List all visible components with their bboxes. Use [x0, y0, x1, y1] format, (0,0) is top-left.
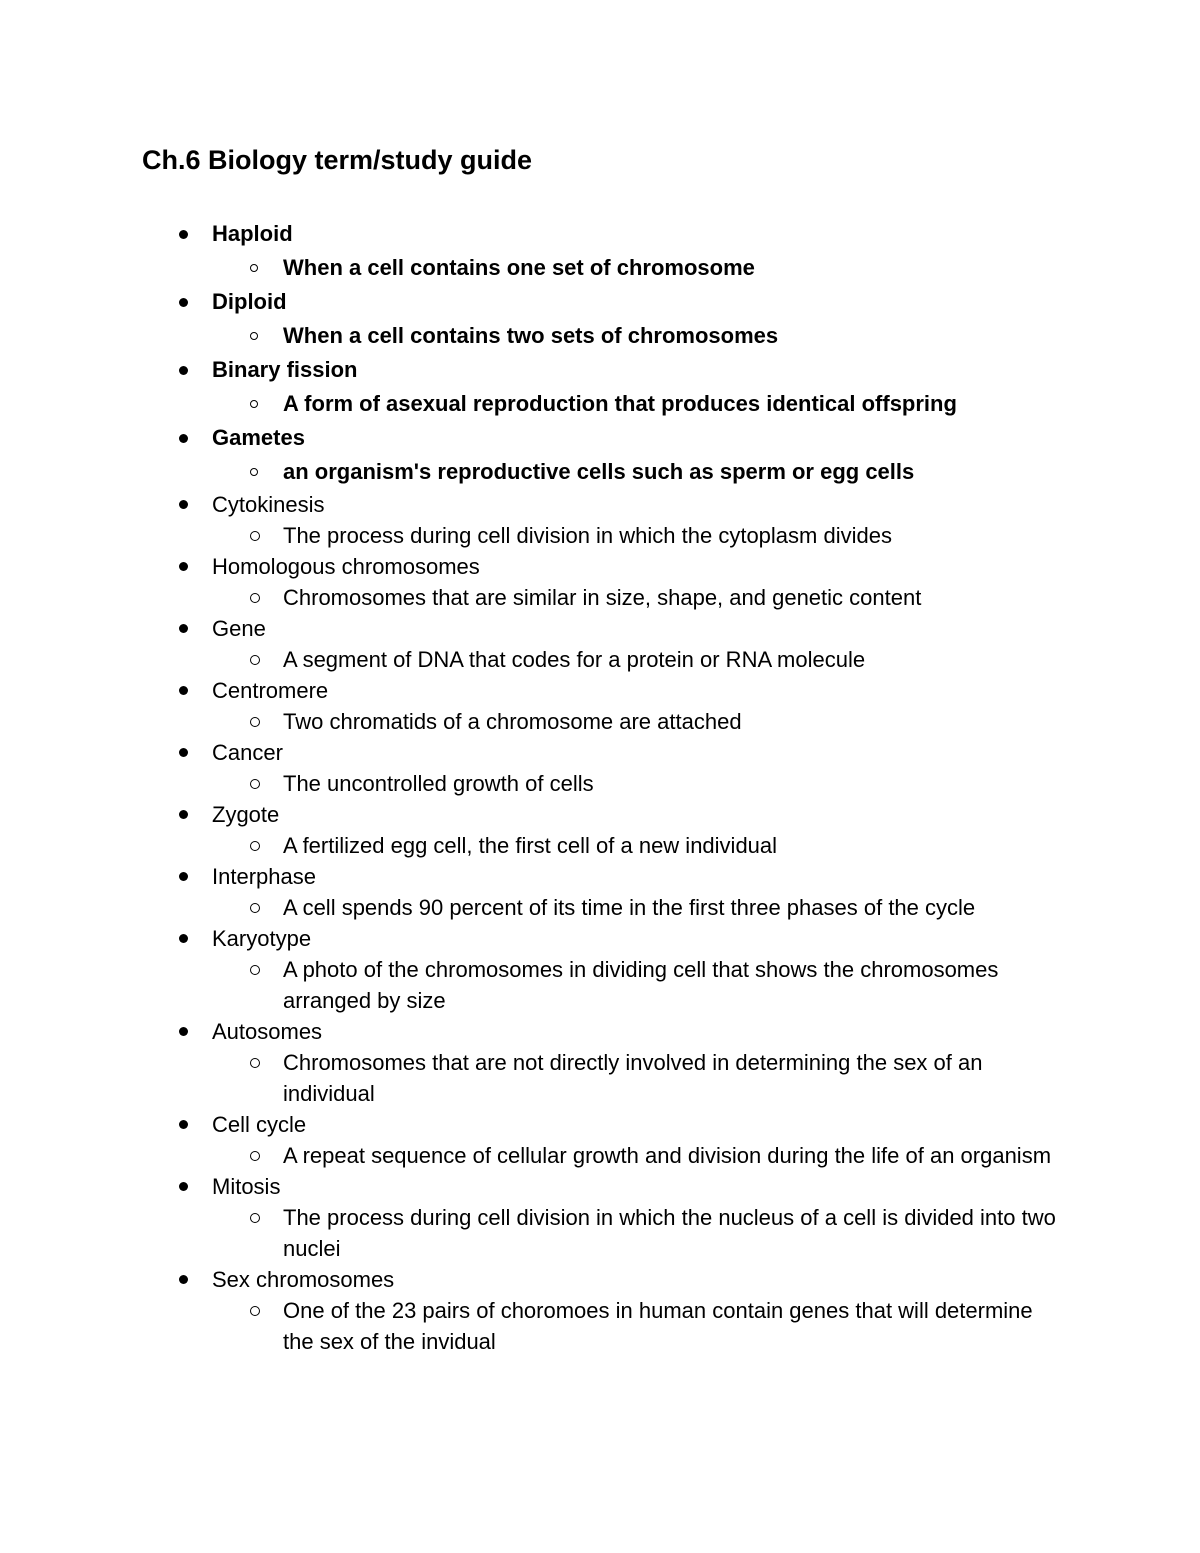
bullet-disc-icon [179, 562, 188, 571]
bullet-disc-icon [179, 748, 188, 757]
bullet-disc-icon [179, 1275, 188, 1284]
term-definition [0, 644, 1200, 675]
term-definition [0, 251, 1200, 285]
term-definition [0, 582, 1200, 613]
bullet-disc-icon [179, 1027, 188, 1036]
bullet-circle-icon [250, 1058, 260, 1068]
term-item [0, 353, 1200, 421]
definition-text: Chromosomes that are similar in size, shape, and genetic content [283, 585, 922, 610]
term-label: Cell cycle [212, 1112, 307, 1137]
term-line [0, 799, 1200, 830]
term-label: Zygote [212, 802, 280, 827]
bullet-circle-icon [250, 593, 260, 603]
bullet-circle-icon [250, 531, 260, 541]
term-label: Autosomes [212, 1019, 323, 1044]
bullet-circle-icon [250, 400, 258, 408]
definition-text: A segment of DNA that codes for a protein or RNA molecule [283, 647, 866, 672]
term-label: Cytokinesis [212, 492, 325, 517]
page-title: Ch.6 Biology term/study guide [142, 145, 533, 175]
term-definition [0, 954, 1200, 1016]
term-line [0, 1171, 1200, 1202]
term-item [0, 799, 1200, 861]
term-label: Sex chromosomes [212, 1267, 395, 1292]
term-definition [0, 830, 1200, 861]
term-line [0, 737, 1200, 768]
term-item [0, 1016, 1200, 1109]
term-line [0, 923, 1200, 954]
bullet-disc-icon [179, 624, 188, 633]
term-label: Cancer [212, 740, 283, 765]
term-line [0, 551, 1200, 582]
term-definition [0, 520, 1200, 551]
term-item [0, 613, 1200, 675]
term-item [0, 675, 1200, 737]
term-definition [0, 768, 1200, 799]
term-line [0, 217, 1200, 251]
term-item [0, 489, 1200, 551]
term-label: Karyotype [212, 926, 312, 951]
definition-text: The uncontrolled growth of cells [283, 771, 594, 796]
term-item [0, 1171, 1200, 1264]
bullet-disc-icon [179, 934, 188, 943]
term-item [0, 285, 1200, 353]
bullet-disc-icon [179, 434, 188, 443]
definition-text: A photo of the chromosomes in dividing cell that shows the chromosomes arranged by size [283, 957, 999, 1013]
term-line [0, 285, 1200, 319]
definition-text: When a cell contains one set of chromosome [283, 255, 755, 280]
term-line [0, 861, 1200, 892]
term-item [0, 217, 1200, 285]
term-line [0, 353, 1200, 387]
bullet-circle-icon [250, 1306, 260, 1316]
term-item [0, 1264, 1200, 1357]
term-line [0, 1264, 1200, 1295]
term-label: Diploid [212, 289, 287, 314]
term-label: Gametes [212, 425, 305, 450]
term-item [0, 1109, 1200, 1171]
term-line [0, 421, 1200, 455]
term-label: Gene [212, 616, 266, 641]
bullet-circle-icon [250, 779, 260, 789]
term-label: Binary fission [212, 357, 358, 382]
bullet-disc-icon [179, 872, 188, 881]
term-label: Centromere [212, 678, 329, 703]
term-definition [0, 706, 1200, 737]
term-definition [0, 1202, 1200, 1264]
definition-text: The process during cell division in which the cytoplasm divides [283, 523, 892, 548]
bullet-disc-icon [179, 1120, 188, 1129]
definition-text: The process during cell division in which the nucleus of a cell is divided into two nuclei [283, 1205, 1056, 1261]
term-definition [0, 1295, 1200, 1357]
bullet-circle-icon [250, 903, 260, 913]
term-definition [0, 1047, 1200, 1109]
term-line [0, 675, 1200, 706]
term-item [0, 421, 1200, 489]
definition-text: Two chromatids of a chromosome are attached [283, 709, 742, 734]
term-line [0, 1109, 1200, 1140]
term-line [0, 489, 1200, 520]
term-item [0, 861, 1200, 923]
term-item [0, 923, 1200, 1016]
bullet-disc-icon [179, 500, 188, 509]
definition-text: A fertilized egg cell, the first cell of a new individual [283, 833, 778, 858]
bullet-circle-icon [250, 332, 258, 340]
term-label: Homologous chromosomes [212, 554, 480, 579]
term-line [0, 1016, 1200, 1047]
term-definition [0, 387, 1200, 421]
bullet-circle-icon [250, 1151, 260, 1161]
bullet-circle-icon [250, 468, 258, 476]
bullet-circle-icon [250, 1213, 260, 1223]
term-line [0, 613, 1200, 644]
term-definition [0, 319, 1200, 353]
term-label: Interphase [212, 864, 316, 889]
term-definition [0, 455, 1200, 489]
term-label: Haploid [212, 221, 293, 246]
term-label: Mitosis [212, 1174, 281, 1199]
term-definition [0, 1140, 1200, 1171]
bullet-disc-icon [179, 298, 188, 307]
term-definition [0, 892, 1200, 923]
bullet-disc-icon [179, 230, 188, 239]
bullet-circle-icon [250, 965, 260, 975]
bullet-circle-icon [250, 264, 258, 272]
bullet-circle-icon [250, 655, 260, 665]
bullet-circle-icon [250, 717, 260, 727]
definition-text: A cell spends 90 percent of its time in the first three phases of the cycle [283, 895, 976, 920]
bullet-disc-icon [179, 366, 188, 375]
definition-text: A repeat sequence of cellular growth and division during the life of an organism [283, 1143, 1052, 1168]
definition-text: an organism's reproductive cells such as sperm or egg cells [283, 459, 915, 484]
bullet-disc-icon [179, 686, 188, 695]
term-item [0, 551, 1200, 613]
definition-text: Chromosomes that are not directly involved in determining the sex of an individual [283, 1050, 983, 1106]
bullet-disc-icon [179, 1182, 188, 1191]
definition-text: One of the 23 pairs of choromoes in human contain genes that will determine the sex of the invidual [283, 1298, 1033, 1354]
bullet-circle-icon [250, 841, 260, 851]
bullet-disc-icon [179, 810, 188, 819]
term-item [0, 737, 1200, 799]
definition-text: When a cell contains two sets of chromosomes [283, 323, 779, 348]
definition-text: A form of asexual reproduction that produces identical offspring [283, 391, 957, 416]
term-list [0, 217, 1200, 1357]
